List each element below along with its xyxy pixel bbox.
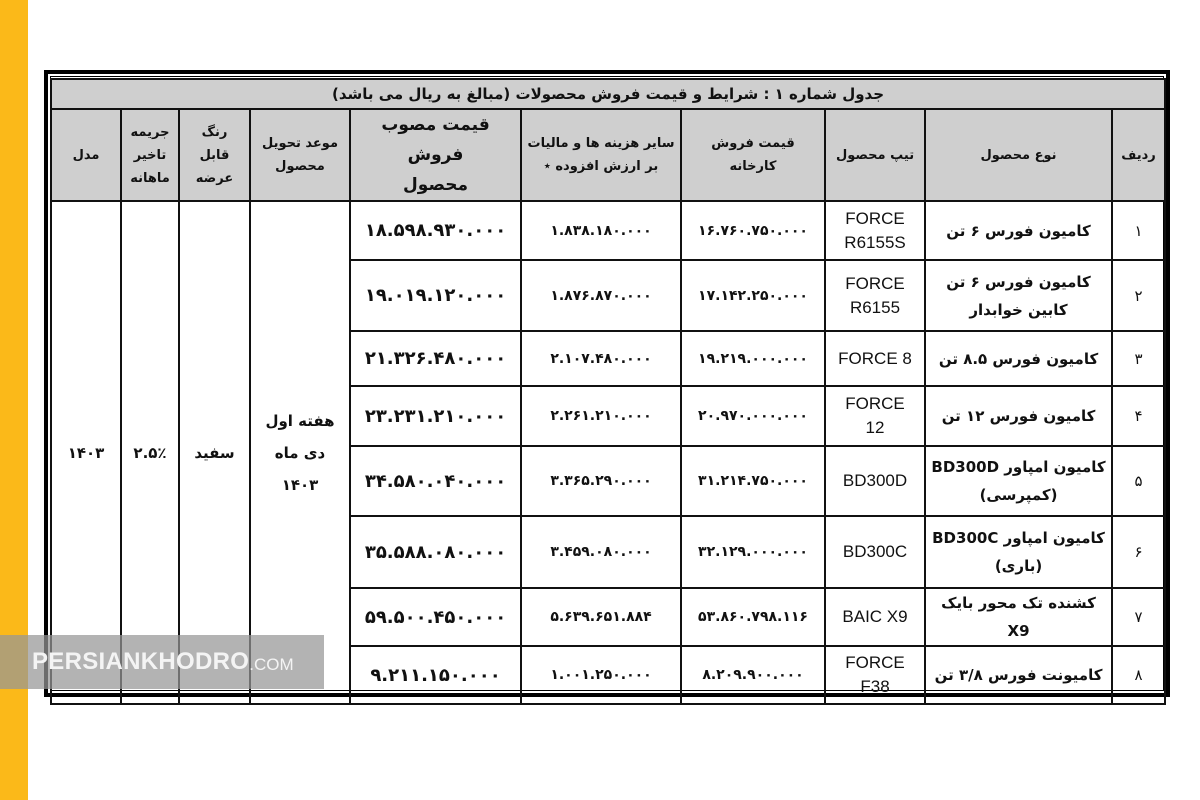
approved-price: ۱۹.۰۱۹.۱۲۰.۰۰۰ [350, 260, 521, 331]
product-type [825, 516, 925, 588]
product-name-line1: کشنده تک محور بایک [941, 594, 1096, 612]
header-approved-price-line2: محصول [403, 175, 468, 195]
product-type-line1: FORCE [845, 653, 905, 672]
header-model: مدل [51, 109, 121, 201]
delivery-line3: ۱۴۰۳ [281, 475, 319, 494]
factory-price: ۱۶.۷۶۰.۷۵۰.۰۰۰ [681, 201, 825, 260]
product-name-line1: کامیونت فورس ۳/۸ تن [934, 666, 1103, 684]
product-type [825, 588, 925, 646]
product-name-line1: کامیون امپاور BD300D [931, 458, 1106, 476]
other-costs: ۲.۲۶۱.۲۱۰.۰۰۰ [521, 386, 681, 446]
header-row-number: ردیف [1112, 109, 1165, 201]
factory-price: ۳۱.۲۱۴.۷۵۰.۰۰۰ [681, 446, 825, 516]
header-other-costs [521, 109, 681, 201]
header-product-type: تیپ محصول [825, 109, 925, 201]
product-type-line1: BD300C [842, 542, 908, 561]
header-product-name: نوع محصول [925, 109, 1112, 201]
other-costs: ۱.۰۰۱.۲۵۰.۰۰۰ [521, 646, 681, 704]
product-name [925, 386, 1112, 446]
product-name [925, 331, 1112, 386]
product-type-line1: FORCE 8 [838, 348, 912, 368]
table-row [51, 201, 1165, 260]
header-delivery-line2: محصول [275, 159, 325, 174]
header-penalty-line3: ماهانه [130, 170, 170, 186]
factory-price: ۵۳.۸۶۰.۷۹۸.۱۱۶ [681, 588, 825, 646]
delivery-line2: دی ماه [274, 443, 326, 462]
available-color: سفید [179, 201, 250, 704]
product-name-line2: (کمپرسی) [979, 486, 1058, 504]
product-name-line1: کامیون فورس ۸.۵ تن [938, 349, 1099, 368]
header-penalty-line2: تاخیر [133, 147, 167, 163]
delivery-line1: هفته اول [265, 411, 335, 430]
approved-price: ۲۳.۲۳۱.۲۱۰.۰۰۰ [350, 386, 521, 446]
table-title: جدول شماره ۱ : شرایط و قیمت فروش محصولات (مبالغ به ریال می باشد) [51, 79, 1165, 109]
factory-price: ۸.۲۰۹.۹۰۰.۰۰۰ [681, 646, 825, 704]
row-number: ۳ [1112, 331, 1165, 386]
product-type-line2: R6155S [844, 232, 906, 252]
header-other-costs-line2: بر ارزش افزوده ٭ [543, 159, 659, 174]
row-number: ۷ [1112, 588, 1165, 646]
approved-price: ۲۱.۳۲۶.۴۸۰.۰۰۰ [350, 331, 521, 386]
other-costs: ۳.۴۵۹.۰۸۰.۰۰۰ [521, 516, 681, 588]
product-type-line2: R6155 [849, 297, 901, 317]
model-year: ۱۴۰۳ [51, 201, 121, 704]
product-name-line2: X9 [1007, 622, 1030, 640]
product-type [825, 201, 925, 260]
site-watermark [0, 635, 324, 689]
factory-price: ۲۰.۹۷۰.۰۰۰.۰۰۰ [681, 386, 825, 446]
header-penalty-line1: جریمه [130, 124, 170, 140]
product-name-line1: کامیون فورس ۱۲ تن [941, 407, 1096, 425]
watermark-domain-suffix: .COM [249, 654, 294, 674]
header-other-costs-line1: سایر هزینه ها و مالیات [527, 136, 675, 151]
header-color-line1: رنگ [201, 124, 228, 140]
product-type [825, 331, 925, 386]
factory-price: ۳۲.۱۲۹.۰۰۰.۰۰۰ [681, 516, 825, 588]
product-type-line1: FORCE [845, 273, 905, 293]
other-costs: ۱.۸۳۸.۱۸۰.۰۰۰ [521, 201, 681, 260]
header-color-line2: قابل [199, 147, 230, 163]
product-type-line1: BAIC X9 [842, 607, 908, 626]
header-approved-price [350, 109, 521, 201]
product-name [925, 260, 1112, 331]
product-name [925, 588, 1112, 646]
header-delivery-date [250, 109, 350, 201]
watermark-text: PERSIANKHODRO [32, 648, 250, 675]
other-costs: ۳.۳۶۵.۲۹۰.۰۰۰ [521, 446, 681, 516]
other-costs: ۱.۸۷۶.۸۷۰.۰۰۰ [521, 260, 681, 331]
approved-price: ۵۹.۵۰۰.۴۵۰.۰۰۰ [350, 588, 521, 646]
approved-price: ۳۴.۵۸۰.۰۴۰.۰۰۰ [350, 446, 521, 516]
row-number: ۶ [1112, 516, 1165, 588]
header-approved-price-line1: قیمت مصوب فروش [381, 115, 490, 165]
product-name-line2: کابین خوابدار [969, 300, 1068, 319]
product-type-line2: F38 [860, 677, 890, 696]
product-type [825, 646, 925, 704]
product-type [825, 446, 925, 516]
header-penalty [121, 109, 179, 201]
factory-price: ۱۹.۲۱۹.۰۰۰.۰۰۰ [681, 331, 825, 386]
approved-price: ۱۸.۵۹۸.۹۳۰.۰۰۰ [350, 201, 521, 260]
header-color [179, 109, 250, 201]
late-penalty: ۲.۵٪ [121, 201, 179, 704]
table-header-row [51, 109, 1165, 201]
product-name-line1: کامیون امپاور BD300C [932, 529, 1105, 547]
product-name [925, 516, 1112, 588]
other-costs: ۵.۶۳۹.۶۵۱.۸۸۴ [521, 588, 681, 646]
product-type-line1: FORCE [845, 394, 905, 413]
row-number: ۲ [1112, 260, 1165, 331]
header-color-line3: عرضه [195, 170, 234, 186]
product-type [825, 260, 925, 331]
factory-price: ۱۷.۱۴۲.۲۵۰.۰۰۰ [681, 260, 825, 331]
product-name [925, 201, 1112, 260]
approved-price: ۹.۲۱۱.۱۵۰.۰۰۰ [350, 646, 521, 704]
product-type-line2: 12 [865, 418, 885, 437]
row-number: ۱ [1112, 201, 1165, 260]
header-delivery-line1: موعد تحویل [262, 136, 339, 151]
product-name [925, 646, 1112, 704]
approved-price: ۳۵.۵۸۸.۰۸۰.۰۰۰ [350, 516, 521, 588]
row-number: ۵ [1112, 446, 1165, 516]
price-table [50, 78, 1166, 705]
product-name-line1: کامیون فورس ۶ تن [946, 221, 1091, 240]
product-type-line1: BD300D [842, 471, 908, 490]
delivery-date [250, 201, 350, 704]
product-name [925, 446, 1112, 516]
product-type [825, 386, 925, 446]
header-factory-price: قیمت فروش کارخانه [681, 109, 825, 201]
table-title-row [51, 79, 1165, 109]
product-name-line1: کامیون فورس ۶ تن [946, 272, 1091, 291]
row-number: ۴ [1112, 386, 1165, 446]
row-number: ۸ [1112, 646, 1165, 704]
product-name-line2: (باری) [994, 557, 1043, 575]
other-costs: ۲.۱۰۷.۴۸۰.۰۰۰ [521, 331, 681, 386]
product-type-line1: FORCE [845, 208, 905, 228]
